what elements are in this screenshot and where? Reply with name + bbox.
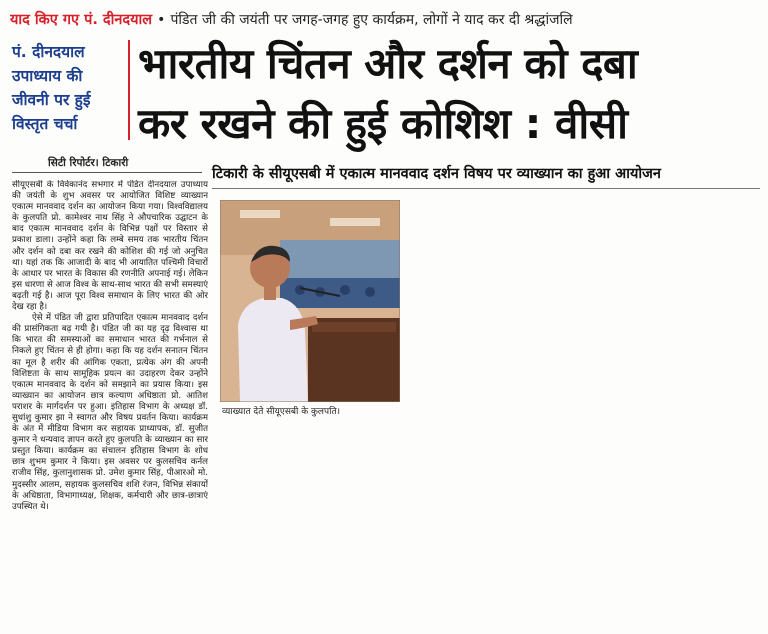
divider: [128, 40, 130, 140]
article-body: [12, 180, 208, 626]
side-blurb: [12, 40, 122, 140]
divider: [212, 188, 760, 189]
top-strip-kicker: याद किए गए पं. दीनदयाल: [10, 12, 153, 28]
article-paragraph: सीयूएसबी के विवेकानंद सभगार में पंडित दीनदयाल उपाध्याय की जयंती के शुभ अवसर पर आयोजित विशिष्ट व्याख्यान एकात्म मानववाद दर्शन का आयोजन किया गया। विश्वविद्यालय के कुलपति प्रो. कामेश्वर नाथ सिंह ने औपचारिक उद्घाटन के बाद एकात्म मानववाद दर्शन के विभिन्न पक्षों पर विस्तार से प्रकाश डाला। उन्होंने कहा कि लम्बे समय तक भारतीय चिंतन और दर्शन को दबा कर रखने की कोशिश की गई जो अनुचित था। यहां तक कि आजादी के बाद भी आयातित पश्चिमी विचारों के आधार पर भारत के विकास की रणनीति अपनाई गई। लेकिन इस धारणा से आज विश्व के साथ-साथ भारत की सभी समस्याएं बढ़ती गई है। आज पूरा विश्व समाधान के लिए भारत की ओर देख रहा है।: [12, 180, 208, 313]
article-paragraph: ऐसे में पंडित जी द्वारा प्रतिपादित एकात्म मानववाद दर्शन की प्रासंगिकता बढ़ गयी है। पंडित जी का यह दृढ़ विश्वास था कि भारत की समस्याओं का समाधान भारत की गर्भनाल से निकले हुए चिंतन से ही होगा। कहा कि यह दर्शन सनातन चिंतन का मूल है शरीर की आंगिक एकता, प्रत्येक अंग की अपनी विशिष्टता के साथ सामूहिक प्रयत्न का उदाहरण देकर उन्होंने एकात्म मानववाद के दर्शन को समझाने का प्रयास किया। इस व्याख्यान का आयोजन छात्र कल्याण अधिष्ठाता प्रो. आतिश पराशर के मार्गदर्शन पर हुआ। इतिहास विभाग के अध्यक्ष डॉ. सुधांशु कुमार झा ने स्वागत और विषय प्रवर्तन किया। कार्यक्रम के अंत में मीडिया विभाग कर सहायक प्राध्यापक, डॉ. सुजीत कुमार ने धन्यवाद ज्ञापन करते हुए कुलपति के व्याख्यान का सार प्रस्तुत किया। कार्यक्रम का संचालन इतिहास विभाग के शोध छात्र शुभम कुमार ने किया। इस अवसर पर कुलसचिव कर्नल राजीव सिंह, कुलानुशासक प्रो. उमेश कुमार सिंह, पीआरओ मो. मुदस्सीर आलम, सहायक कुलसचिव शशि रंजन, विभिन्न संकायों के अधिष्ठाता, विभागाध्यक्ष, शिक्षक, कर्मचारी और छात्र-छात्राएं उपस्थित थे।: [12, 313, 208, 512]
top-strip-text: पंडित जी की जयंती पर जगह-जगह हुए कार्यक्रम, लोगों ने याद कर दी श्रद्धांजलि: [170, 12, 573, 28]
side-blurb-line: विस्तृत चर्चा: [12, 115, 78, 133]
article-photo: [220, 200, 400, 402]
divider: [12, 172, 202, 173]
photo-caption: व्याख्यात देते सीयूएसबी के कुलपति।: [222, 407, 341, 417]
top-strip-bullet: •: [157, 12, 166, 28]
side-blurb-line: जीवनी पर हुई: [12, 91, 91, 109]
side-blurb-line: उपाध्याय की: [12, 67, 83, 85]
headline-line-1: भारतीय चिंतन और दर्शन को दबा: [138, 39, 638, 88]
byline: सिटी रिपोर्टर। टिकारी: [48, 157, 129, 169]
headline-line-2: कर रखने की हुई कोशिश : वीसी: [138, 99, 628, 148]
top-strip: [10, 6, 762, 34]
subheading: टिकारी के सीयूएसबी में एकात्म मानववाद दर्शन विषय पर व्याख्यान का हुआ आयोजन: [212, 166, 661, 182]
side-blurb-line: पं. दीनदयाल: [12, 43, 85, 61]
headline: [138, 34, 758, 156]
speaker-photo-illustration: [220, 200, 400, 402]
